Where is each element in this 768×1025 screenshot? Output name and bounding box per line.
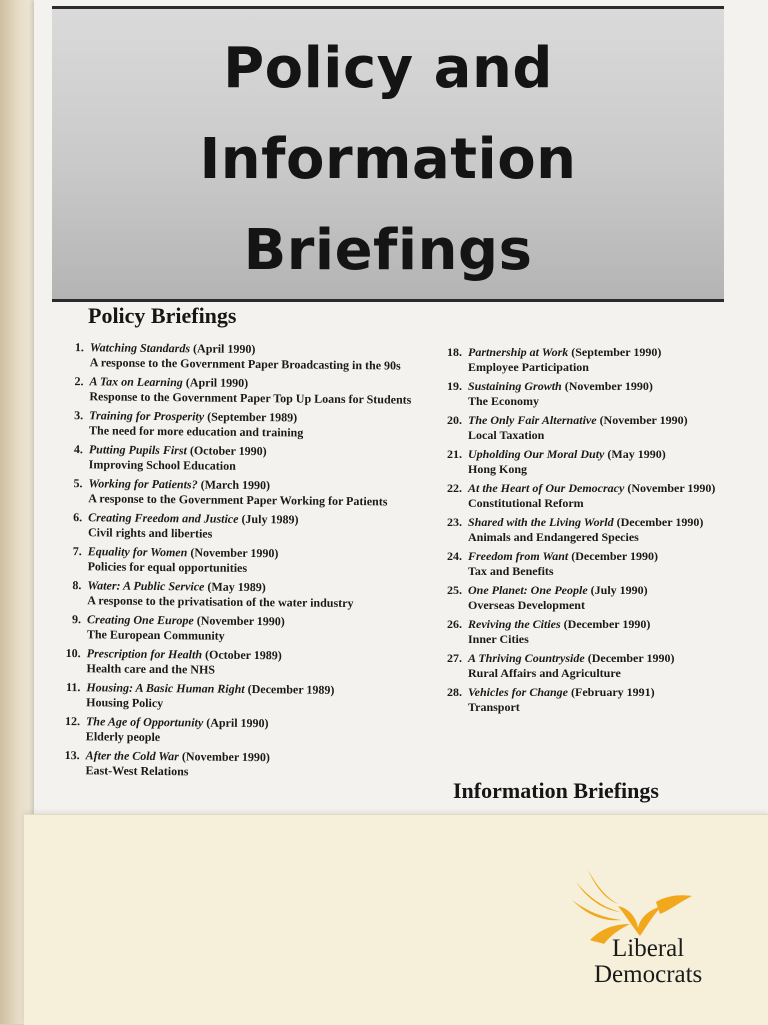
briefing-text — [89, 408, 441, 442]
briefing-text — [85, 748, 437, 782]
briefing-number: 25. — [447, 583, 462, 597]
briefing-number: 28. — [447, 685, 462, 699]
briefing-date: (May 1990) — [607, 447, 666, 461]
briefing-date: (December 1990) — [571, 549, 658, 563]
briefing-date: (March 1990) — [200, 477, 271, 493]
briefing-number: 6. — [73, 510, 83, 525]
briefing-text — [468, 685, 740, 715]
briefing-subtitle: Improving School Education — [88, 457, 236, 473]
briefing-date: (December 1990) — [563, 617, 651, 631]
briefing-date: (February 1991) — [571, 685, 655, 699]
briefing-text — [468, 379, 740, 409]
briefing-item — [60, 510, 440, 548]
briefing-item — [61, 408, 441, 446]
banner-title-line-3: Briefings — [243, 218, 533, 283]
briefing-number: 13. — [64, 748, 80, 763]
briefing-date: (December 1990) — [616, 515, 704, 529]
policy-briefings-heading: Policy Briefings — [88, 303, 237, 328]
briefing-title: Vehicles for Change — [468, 685, 569, 699]
briefing-subtitle: The Economy — [468, 394, 540, 408]
briefing-number: 4. — [73, 442, 83, 457]
briefing-subtitle: Transport — [468, 700, 520, 714]
briefing-item — [57, 748, 437, 786]
briefing-subtitle: A response to the privatisation of the water industry — [87, 593, 354, 611]
briefing-subtitle: Hong Kong — [468, 462, 528, 476]
briefing-item — [59, 578, 439, 616]
briefing-number: 1. — [74, 340, 84, 355]
briefing-date: (May 1989) — [207, 579, 266, 595]
briefing-subtitle: Civil rights and liberties — [87, 525, 213, 541]
briefing-subtitle: Overseas Development — [468, 598, 585, 612]
briefing-title: Watching Standards — [89, 340, 191, 356]
briefing-item — [440, 413, 740, 447]
briefing-subtitle: Inner Cities — [468, 632, 529, 646]
briefing-subtitle: The European Community — [86, 627, 225, 643]
briefing-text — [468, 583, 740, 613]
briefing-date: (September 1990) — [571, 345, 662, 359]
briefing-item — [440, 345, 740, 379]
briefing-subtitle: Rural Affairs and Agriculture — [468, 666, 621, 680]
briefing-number: 8. — [72, 578, 82, 593]
briefing-number: 20. — [447, 413, 462, 427]
policy-briefing-list-right — [440, 345, 740, 719]
briefing-number: 12. — [64, 714, 81, 729]
briefing-title: The Only Fair Alternative — [468, 413, 597, 427]
briefing-title: Working for Patients? — [88, 476, 198, 492]
briefing-title: Equality for Women — [87, 544, 188, 560]
briefing-text — [468, 617, 740, 647]
briefing-number: 10. — [65, 646, 81, 661]
title-banner — [52, 6, 724, 302]
briefing-number: 7. — [72, 544, 82, 559]
briefing-number: 3. — [74, 408, 84, 423]
briefing-text — [468, 651, 740, 681]
briefing-number: 19. — [447, 379, 462, 393]
briefing-text — [88, 510, 440, 544]
briefing-date: (September 1989) — [207, 409, 298, 425]
briefing-number: 24. — [447, 549, 462, 563]
briefing-title: Reviving the Cities — [468, 617, 561, 631]
briefing-number: 21. — [447, 447, 462, 461]
briefing-item — [58, 714, 438, 752]
briefing-number: 5. — [73, 476, 83, 491]
briefing-title: Creating Freedom and Justice — [88, 510, 239, 526]
briefing-title: Prescription for Health — [86, 646, 203, 662]
briefing-subtitle: The need for more education and training — [88, 423, 304, 440]
briefing-subtitle: Tax and Benefits — [468, 564, 554, 578]
briefing-item — [60, 476, 440, 514]
briefing-date: (December 1989) — [247, 681, 335, 697]
briefing-title: Training for Prosperity — [89, 408, 205, 424]
briefing-text — [468, 549, 740, 579]
briefing-date: (November 1990) — [627, 481, 716, 495]
briefing-text — [88, 544, 440, 578]
briefing-date: (July 1989) — [241, 511, 299, 527]
briefing-title: Housing: A Basic Human Right — [86, 680, 245, 696]
logo-line-1: Liberal — [612, 935, 685, 962]
briefing-title: Upholding Our Moral Duty — [468, 447, 605, 461]
briefing-item — [440, 515, 740, 549]
briefing-date: (November 1990) — [181, 749, 271, 765]
briefing-date: (November 1990) — [564, 379, 653, 393]
briefing-subtitle: Animals and Endangered Species — [468, 530, 639, 544]
briefing-date: (April 1990) — [206, 715, 269, 731]
briefing-text — [468, 447, 740, 477]
briefing-item — [440, 651, 740, 685]
briefing-number: 27. — [447, 651, 462, 665]
briefing-item — [440, 685, 740, 719]
briefing-item — [440, 481, 740, 515]
briefing-text — [468, 515, 740, 545]
briefing-date: (October 1990) — [189, 443, 267, 459]
briefing-title: The Age of Opportunity — [85, 714, 204, 730]
briefing-subtitle: Elderly people — [85, 729, 161, 745]
briefing-number: 23. — [447, 515, 462, 529]
briefing-text — [86, 714, 438, 748]
briefing-title: At the Heart of Our Democracy — [468, 481, 625, 495]
briefing-text — [86, 680, 438, 714]
banner-title-line-2: Information — [199, 127, 577, 192]
briefing-subtitle: Constitutional Reform — [468, 496, 584, 510]
briefing-subtitle: A response to the Government Paper Broadcasting in the 90s — [89, 355, 401, 373]
briefing-title: A Tax on Learning — [89, 374, 183, 390]
briefing-subtitle: A response to the Government Paper Working for Patients — [88, 491, 388, 509]
briefing-title: One Planet: One People — [468, 583, 588, 597]
briefing-text — [87, 612, 439, 646]
briefing-date: (April 1990) — [185, 375, 249, 390]
information-briefings-heading: Information Briefings — [453, 778, 659, 803]
briefing-item — [61, 442, 441, 480]
briefing-title: Shared with the Living World — [468, 515, 614, 529]
briefing-title: Sustaining Growth — [468, 379, 562, 393]
briefing-number: 2. — [74, 374, 84, 389]
briefing-date: (July 1990) — [590, 583, 648, 597]
briefing-subtitle: Response to the Government Paper Top Up Loans for Students — [89, 389, 412, 407]
briefing-date: (November 1990) — [196, 613, 285, 629]
briefing-text — [468, 481, 740, 511]
briefing-title: Partnership at Work — [468, 345, 569, 359]
briefing-title: A Thriving Countryside — [468, 651, 585, 665]
briefing-item — [59, 612, 439, 650]
briefing-text — [90, 340, 442, 374]
briefing-item — [440, 617, 740, 651]
logo-line-2: Democrats — [594, 961, 703, 988]
briefing-date: (December 1990) — [587, 651, 675, 665]
briefing-item — [440, 379, 740, 413]
briefing-number: 9. — [72, 612, 82, 627]
briefing-text — [87, 578, 439, 612]
briefing-date: (October 1989) — [204, 647, 282, 663]
briefing-item — [62, 340, 442, 378]
briefing-text — [86, 646, 438, 680]
briefing-subtitle: Employee Participation — [468, 360, 589, 374]
briefing-date: (November 1990) — [599, 413, 688, 427]
briefing-title: Water: A Public Service — [87, 578, 205, 594]
briefing-item — [58, 646, 438, 684]
briefing-number: 18. — [447, 345, 462, 359]
policy-briefing-list-left — [57, 340, 442, 786]
briefing-date: (November 1990) — [190, 545, 279, 561]
briefing-text — [89, 374, 441, 408]
liberal-democrats-wordmark — [594, 936, 702, 988]
briefing-title: Creating One Europe — [87, 612, 194, 628]
briefing-subtitle: Health care and the NHS — [86, 661, 216, 677]
banner-title — [52, 23, 724, 296]
briefing-text — [468, 413, 740, 443]
briefing-item — [58, 680, 438, 718]
briefing-item — [440, 447, 740, 481]
briefing-text — [89, 442, 441, 476]
briefing-item — [440, 583, 740, 617]
briefing-title: After the Cold War — [85, 748, 179, 764]
briefing-subtitle: Local Taxation — [468, 428, 545, 442]
briefing-subtitle: Policies for equal opportunities — [87, 559, 248, 575]
briefing-text — [88, 476, 440, 510]
banner-title-line-1: Policy and — [223, 36, 553, 101]
briefing-date: (April 1990) — [193, 341, 256, 357]
briefing-item — [60, 544, 440, 582]
briefing-number: 26. — [447, 617, 462, 631]
briefing-number: 22. — [447, 481, 462, 495]
briefing-title: Freedom from Want — [468, 549, 569, 563]
briefing-title: Putting Pupils First — [88, 442, 187, 458]
briefing-item — [61, 374, 441, 412]
briefing-text — [468, 345, 740, 375]
briefing-number: 11. — [65, 680, 81, 695]
briefing-item — [440, 549, 740, 583]
briefing-subtitle: East-West Relations — [85, 763, 189, 779]
briefing-subtitle: Housing Policy — [86, 695, 164, 711]
